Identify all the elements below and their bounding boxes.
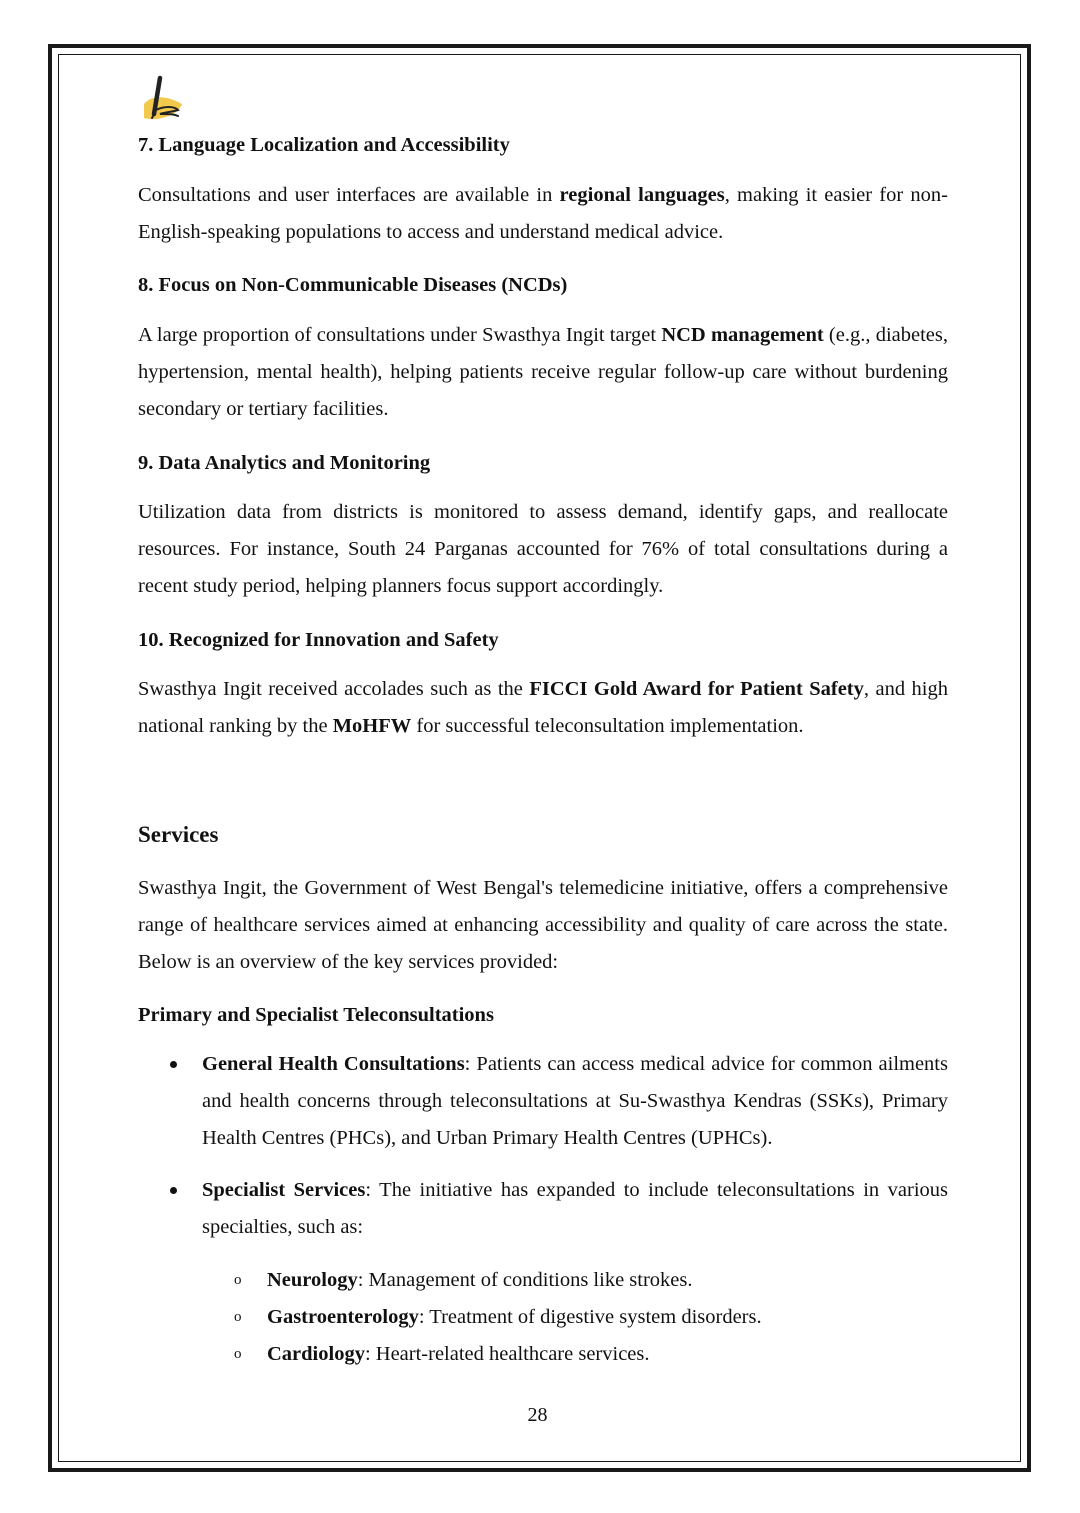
services-section xyxy=(138,820,948,850)
sub-item-label: Gastroenterology xyxy=(267,1306,419,1328)
sub-item-text: : Treatment of digestive system disorders. xyxy=(418,1306,762,1328)
section-10 xyxy=(138,627,948,653)
section-7-paragraph xyxy=(138,177,948,251)
section-7 xyxy=(138,132,948,158)
services-subheading: Primary and Specialist Teleconsultations xyxy=(138,1004,494,1026)
services-subheading-wrap xyxy=(138,1002,948,1028)
paragraph-text: Utilization data from districts is monitored to assess demand, identify gaps, and reallocate resources. For instance, South 24 Parganas accounted for 76% of total consultations during a recent study period, helping planners focus support accordingly. xyxy=(138,501,948,597)
bullet-icon xyxy=(170,1061,177,1068)
services-title: Services xyxy=(138,822,219,847)
paragraph-text: A large proportion of consultations under Swasthya Ingit target xyxy=(138,324,662,346)
bullet-label: General Health Consultations xyxy=(202,1053,465,1075)
paragraph-text: (e.g., diabetes, hypertension, mental health), helping patients receive regular follow-up care without burdening secondary or tertiary facilities. xyxy=(138,324,948,420)
paragraph-text: , making it easier for non-English-speaking populations to access and understand medical advice. xyxy=(138,184,948,243)
section-heading: 7. Language Localization and Accessibility xyxy=(138,134,510,156)
section-10-paragraph xyxy=(138,671,948,745)
section-heading: 9. Data Analytics and Monitoring xyxy=(138,452,431,474)
section-9-paragraph xyxy=(138,494,948,605)
page-border xyxy=(48,44,1031,1472)
bullet-text: : The initiative has expanded to include teleconsultations in various specialties, such as: xyxy=(202,1179,948,1238)
section-heading: 10. Recognized for Innovation and Safety xyxy=(138,629,499,651)
circle-bullet-icon: o xyxy=(234,1346,242,1362)
bullet-icon xyxy=(170,1187,177,1194)
pen-writing-icon xyxy=(138,74,190,124)
bold-text: regional languages xyxy=(559,184,725,206)
services-intro xyxy=(138,870,948,981)
sub-item-text: : Heart-related healthcare services. xyxy=(364,1343,650,1365)
section-heading: 8. Focus on Non-Communicable Diseases (NCDs) xyxy=(138,274,568,296)
bold-text: MoHFW xyxy=(332,715,412,737)
paragraph-text: for successful teleconsultation implementation. xyxy=(411,715,804,737)
section-8 xyxy=(138,272,948,298)
section-9 xyxy=(138,450,948,476)
bold-text: FICCI Gold Award for Patient Safety xyxy=(529,678,864,700)
section-8-paragraph xyxy=(138,317,948,428)
bullet-label: Specialist Services xyxy=(202,1179,366,1201)
circle-bullet-icon: o xyxy=(234,1309,242,1325)
sub-item-label: Cardiology xyxy=(267,1343,365,1365)
paragraph-text: Swasthya Ingit, the Government of West Bengal's telemedicine initiative, offers a comprehensive range of healthcare services aimed at enhancing accessibility and quality of care across the state. Below is an overview of the key services provided: xyxy=(138,877,948,973)
specialty-sub-list xyxy=(138,1262,948,1382)
bold-text: NCD management xyxy=(661,324,824,346)
circle-bullet-icon: o xyxy=(234,1272,242,1288)
bullet-text: : Patients can access medical advice for common ailments and health concerns through teleconsultations at Su-Swasthya Kendras (SSKs), Primary Health Centres (PHCs), and Urban Primary Health Centres (UPHCs). xyxy=(202,1053,948,1149)
page-number: 28 xyxy=(527,1404,548,1426)
sub-item-label: Neurology xyxy=(267,1269,358,1291)
paragraph-text: , and high national ranking by the xyxy=(138,678,948,737)
paragraph-text: Swasthya Ingit received accolades such as the xyxy=(138,678,530,700)
paragraph-text: Consultations and user interfaces are available in xyxy=(138,184,560,206)
sub-item-text: : Management of conditions like strokes. xyxy=(357,1269,693,1291)
